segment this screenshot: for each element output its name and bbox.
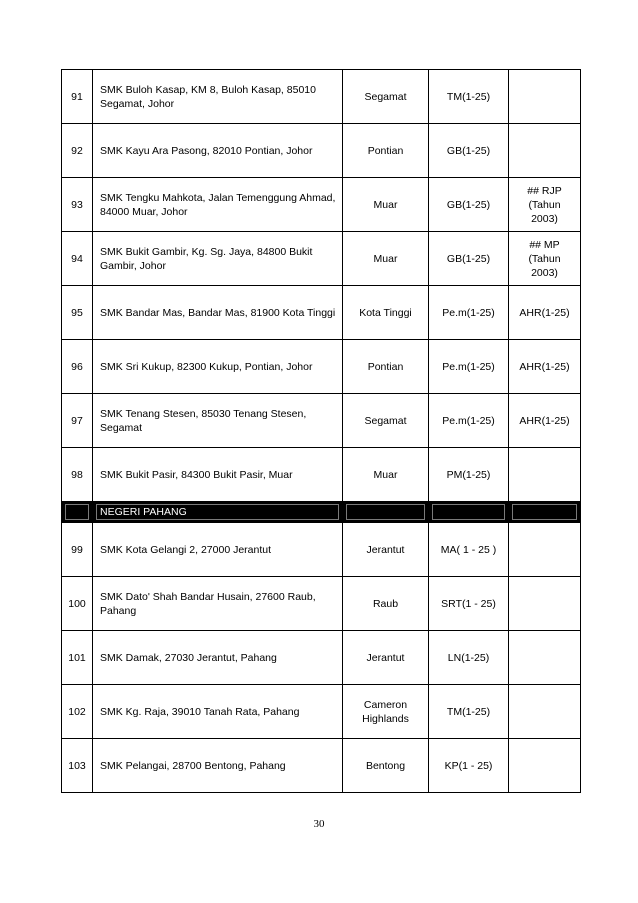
table-row	[62, 340, 581, 394]
note-line: AHR(1-25)	[519, 360, 570, 373]
course-code: TM(1-25)	[429, 685, 509, 739]
row-number: 93	[62, 178, 93, 232]
school-address: SMK Sri Kukup, 82300 Kukup, Pontian, Johor	[93, 340, 343, 394]
section-title: NEGERI PAHANG	[96, 504, 339, 520]
note	[509, 178, 581, 232]
table-row	[62, 232, 581, 286]
note	[509, 685, 581, 739]
johor-rows	[62, 70, 581, 502]
school-list-table	[61, 69, 581, 793]
row-number: 96	[62, 340, 93, 394]
school-address: SMK Tenang Stesen, 85030 Tenang Stesen, Segamat	[93, 394, 343, 448]
school-address: SMK Buloh Kasap, KM 8, Buloh Kasap, 85010 Segamat, Johor	[93, 70, 343, 124]
note-line: ## RJP	[527, 184, 562, 197]
table-row	[62, 523, 581, 577]
note	[509, 286, 581, 340]
course-code: GB(1-25)	[429, 232, 509, 286]
district: Cameron Highlands	[343, 685, 429, 739]
table-row	[62, 739, 581, 793]
table-row	[62, 286, 581, 340]
note	[509, 232, 581, 286]
note-line: 2003)	[531, 266, 558, 279]
note	[509, 523, 581, 577]
note	[509, 340, 581, 394]
section-header-group	[62, 502, 581, 523]
course-code: TM(1-25)	[429, 70, 509, 124]
school-address: SMK Bukit Pasir, 84300 Bukit Pasir, Muar	[93, 448, 343, 502]
school-address: SMK Bandar Mas, Bandar Mas, 81900 Kota Tinggi	[93, 286, 343, 340]
course-code: Pe.m(1-25)	[429, 286, 509, 340]
page-number: 30	[313, 818, 325, 830]
table-row	[62, 631, 581, 685]
district: Muar	[343, 232, 429, 286]
table-row	[62, 70, 581, 124]
course-code: LN(1-25)	[429, 631, 509, 685]
table-row	[62, 178, 581, 232]
row-number: 94	[62, 232, 93, 286]
note-line: (Tahun	[528, 198, 561, 211]
note	[509, 577, 581, 631]
school-address: SMK Kota Gelangi 2, 27000 Jerantut	[93, 523, 343, 577]
section-header-row	[62, 502, 581, 523]
note-line: (Tahun	[528, 252, 561, 265]
row-number: 102	[62, 685, 93, 739]
district: Jerantut	[343, 523, 429, 577]
district: Pontian	[343, 124, 429, 178]
section-cell-title	[93, 502, 343, 523]
district: Kota Tinggi	[343, 286, 429, 340]
pahang-rows	[62, 523, 581, 793]
section-cell-district	[343, 502, 429, 523]
school-address: SMK Dato' Shah Bandar Husain, 27600 Raub, Pahang	[93, 577, 343, 631]
course-code: PM(1-25)	[429, 448, 509, 502]
course-code: GB(1-25)	[429, 124, 509, 178]
row-number: 99	[62, 523, 93, 577]
course-code: MA( 1 - 25 )	[429, 523, 509, 577]
school-address: SMK Damak, 27030 Jerantut, Pahang	[93, 631, 343, 685]
district: Pontian	[343, 340, 429, 394]
table-row	[62, 577, 581, 631]
district: Muar	[343, 178, 429, 232]
school-address: SMK Pelangai, 28700 Bentong, Pahang	[93, 739, 343, 793]
section-cell-no	[62, 502, 93, 523]
note	[509, 631, 581, 685]
row-number: 101	[62, 631, 93, 685]
district: Muar	[343, 448, 429, 502]
district: Bentong	[343, 739, 429, 793]
table-row	[62, 448, 581, 502]
table-row	[62, 124, 581, 178]
school-address: SMK Tengku Mahkota, Jalan Temenggung Ahmad, 84000 Muar, Johor	[93, 178, 343, 232]
table-row	[62, 394, 581, 448]
note	[509, 124, 581, 178]
course-code: GB(1-25)	[429, 178, 509, 232]
school-address: SMK Bukit Gambir, Kg. Sg. Jaya, 84800 Bukit Gambir, Johor	[93, 232, 343, 286]
note-line: AHR(1-25)	[519, 306, 570, 319]
district: Segamat	[343, 70, 429, 124]
note-line: ## MP	[529, 238, 560, 251]
table-row	[62, 685, 581, 739]
note	[509, 394, 581, 448]
course-code: KP(1 - 25)	[429, 739, 509, 793]
district: Raub	[343, 577, 429, 631]
district: Jerantut	[343, 631, 429, 685]
note	[509, 739, 581, 793]
row-number: 91	[62, 70, 93, 124]
row-number: 97	[62, 394, 93, 448]
row-number: 98	[62, 448, 93, 502]
note	[509, 70, 581, 124]
course-code: Pe.m(1-25)	[429, 340, 509, 394]
row-number: 103	[62, 739, 93, 793]
school-address: SMK Kg. Raja, 39010 Tanah Rata, Pahang	[93, 685, 343, 739]
section-cell-code	[429, 502, 509, 523]
row-number: 100	[62, 577, 93, 631]
course-code: Pe.m(1-25)	[429, 394, 509, 448]
note-line: 2003)	[531, 212, 558, 225]
row-number: 92	[62, 124, 93, 178]
note-line: AHR(1-25)	[519, 414, 570, 427]
district: Segamat	[343, 394, 429, 448]
section-cell-note	[509, 502, 581, 523]
school-address: SMK Kayu Ara Pasong, 82010 Pontian, Johor	[93, 124, 343, 178]
note	[509, 448, 581, 502]
course-code: SRT(1 - 25)	[429, 577, 509, 631]
row-number: 95	[62, 286, 93, 340]
